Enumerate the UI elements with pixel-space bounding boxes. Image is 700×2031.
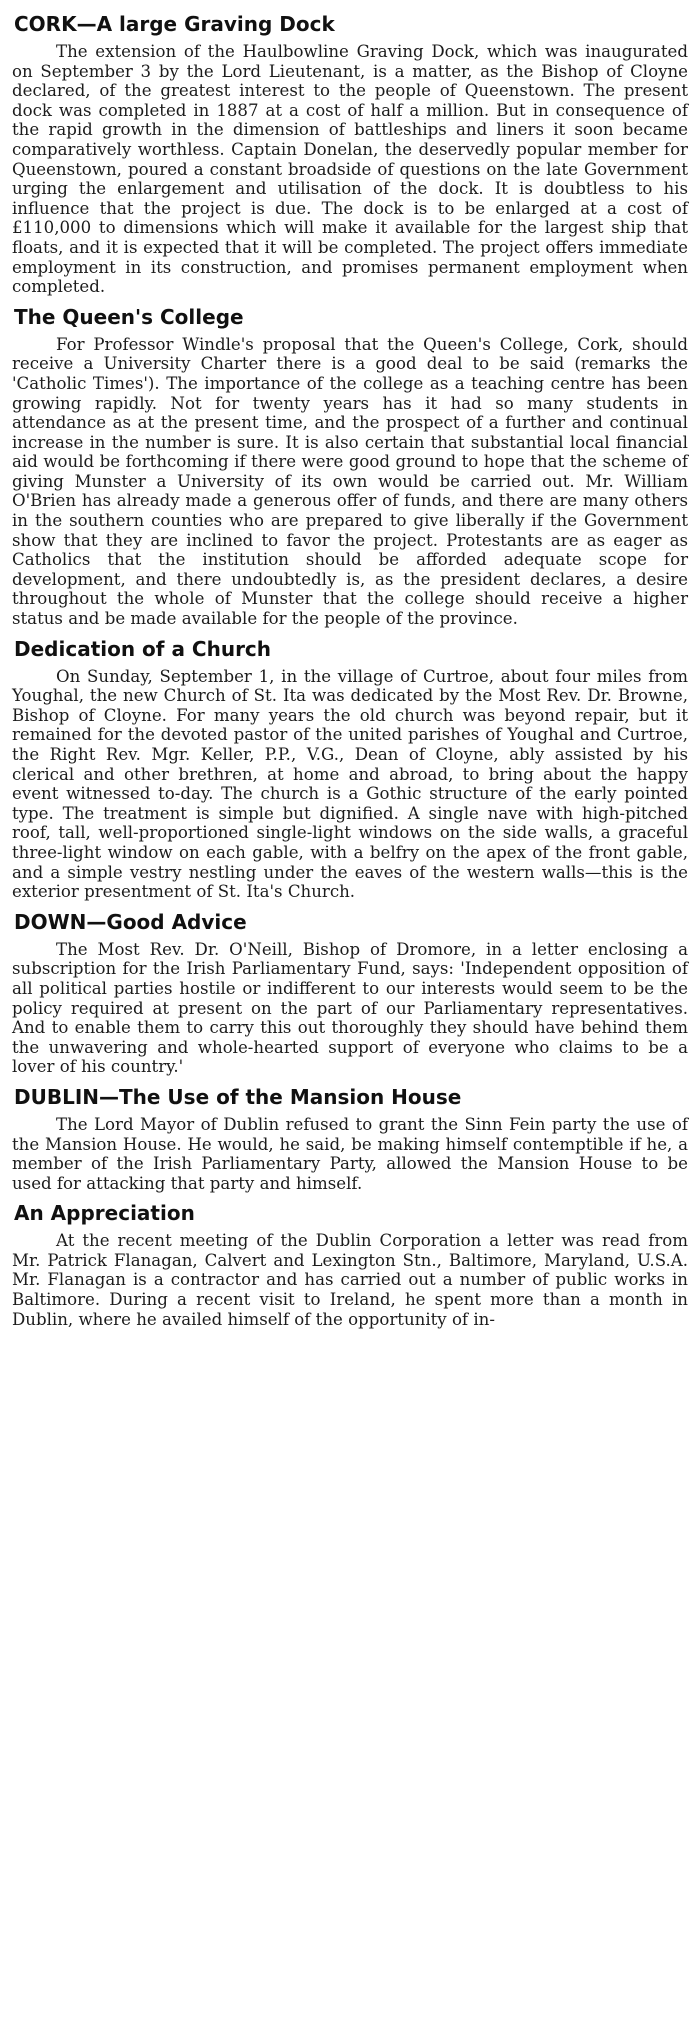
article-an-appreciation — [12, 1201, 688, 1329]
article-body: At the recent meeting of the Dublin Corporation a letter was read from Mr. Patrick Flanagan, Calvert and Lexington Stn., Baltimore, Maryland, U.S.A. Mr. Flanagan is a contractor and has carried out a number of public works in Baltimore. During a recent visit to Ireland, he spent more than a month in Dublin, where he availed himself of the opportunity of in- — [12, 1231, 688, 1329]
article-heading: CORK—A large Graving Dock — [14, 12, 335, 36]
article-heading: The Queen's College — [14, 304, 244, 329]
article-body: The extension of the Haulbowline Graving Dock, which was inaugurated on September 3 by the Lord Lieutenant, is a matter, as the Bishop of Cloyne declared, of the greatest interest to the people of Queenstown. The present dock was completed in 1887 at a cost of half a million. But in consequence of the rapid growth in the dimension of battleships and liners it soon became comparatively worthless. Captain Donelan, the deservedly popular member for Queenstown, poured a constant broadside of questions on the late Government urging the enlargement and utilisation of the dock. It is doubtless to his influence that the project is due. The dock is to be enlarged at a cost of £110,000 to dimensions which will make it available for the largest ship that floats, and it is expected that it will be completed. The project offers immediate employment in its construction, and promises permanent employment when completed. — [12, 42, 688, 297]
article-heading: DUBLIN—The Use of the Mansion House — [14, 1084, 462, 1109]
article-cork-graving-dock — [12, 12, 688, 297]
article-queens-college — [12, 305, 688, 629]
article-body: The Lord Mayor of Dublin refused to grant the Sinn Fein party the use of the Mansion House. He would, he said, be making himself contemptible if he, a member of the Irish Parliamentary Party, allowed the Mansion House to be used for attacking that party and himself. — [12, 1114, 688, 1193]
article-down-good-advice — [12, 910, 688, 1077]
article-heading: DOWN—Good Advice — [14, 909, 247, 934]
article-heading: Dedication of a Church — [14, 636, 272, 661]
article-body: On Sunday, September 1, in the village of Curtroe, about four miles from Youghal, the new Church of St. Ita was dedicated by the Most Rev. Dr. Browne, Bishop of Cloyne. For many years the old church was beyond repair, but it remained for the devoted pastor of the united parishes of Youghal and Curtroe, the Right Rev. Mgr. Keller, P.P., V.G., Dean of Cloyne, ably assisted by his clerical and other brethren, at home and abroad, to bring about the happy event witnessed to-day. The church is a Gothic structure of the early pointed type. The treatment is simple but dignified. A single nave with high-pitched roof, tall, well-proportioned single-light windows on the side walls, a graceful three-light window on each gable, with a belfry on the apex of the front gable, and a simple vestry nestling under the eaves of the western walls—this is the exterior presentment of St. Ita's Church. — [12, 666, 688, 902]
article-body: The Most Rev. Dr. O'Neill, Bishop of Dromore, in a letter enclosing a subscription for the Irish Parliamentary Fund, says: 'Independent opposition of all political parties hostile or indifferent to our interests would seem to be the policy required at present on the part of our Parliamentary representatives. And to enable them to carry this out thoroughly they should have behind them the unwavering and whole-hearted support of everyone who claims to be a lover of his country.' — [12, 939, 688, 1077]
article-body: For Professor Windle's proposal that the Queen's College, Cork, should receive a University Charter there is a good deal to be said (remarks the 'Catholic Times'). The importance of the college as a teaching centre has been growing rapidly. Not for twenty years has it had so many students in attendance as at the present time, and the prospect of a further and continual increase in the number is sure. It is also certain that substantial local financial aid would be forthcoming if there were good ground to hope that the scheme of giving Munster a University of its own would be carried out. Mr. William O'Brien has already made a generous offer of funds, and there are many others in the southern counties who are prepared to give liberally if the Government show that they are inclined to favor the project. Protestants are as eager as Catholics that the institution should be afforded adequate scope for development, and there undoubtedly is, as the president declares, a desire throughout the whole of Munster that the college should receive a higher status and be made available for the people of the province. — [12, 334, 688, 629]
article-dublin-mansion-house — [12, 1085, 688, 1193]
article-heading: An Appreciation — [14, 1201, 195, 1226]
article-dedication-church — [12, 637, 688, 902]
